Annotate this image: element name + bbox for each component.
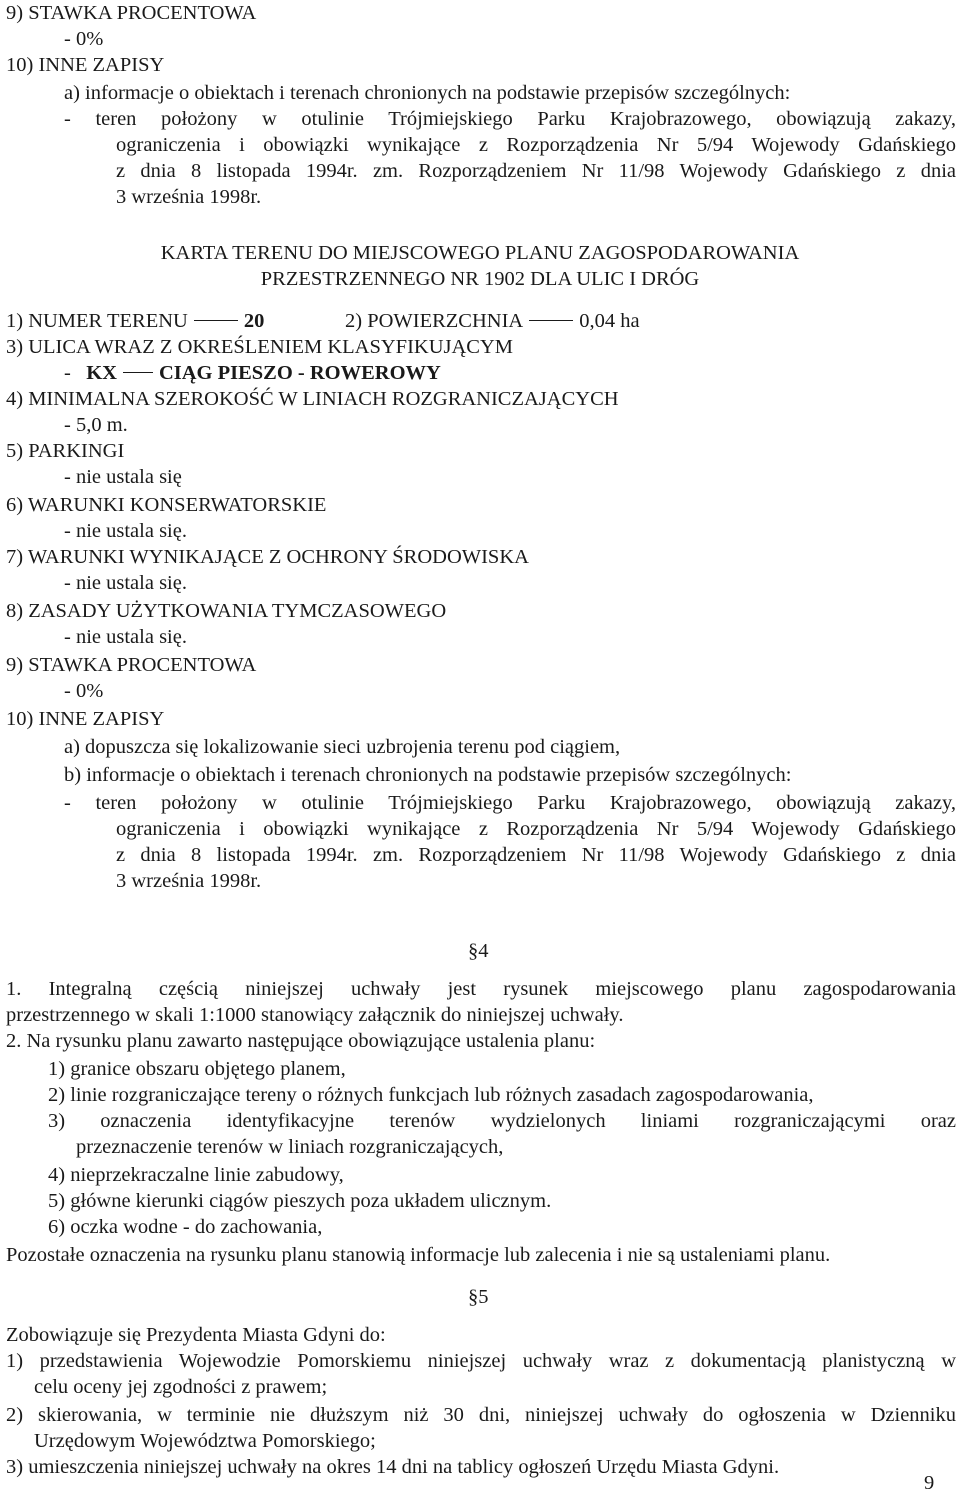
section-3-code: KX [86, 362, 117, 384]
section-4: 4) MINIMALNA SZEROKOŚĆ W LINIACH ROZGRANICZAJĄCYCH [6, 388, 619, 410]
list-item: 2) linie rozgraniczające tereny o różnych funkcjach lub różnych zasadach zagospodarowania, [48, 1084, 814, 1106]
section-1-label: 1) NUMER TERENU [6, 310, 188, 332]
paragraph-5-heading: §5 [468, 1286, 489, 1308]
section-3-value [64, 360, 441, 386]
section-3-name: CIĄG PIESZO - ROWEROWY [158, 362, 441, 384]
section-10-line-1: - teren położony w otulinie Trójmiejskiego Parku Krajobrazowego, obowiązują zakazy, [64, 792, 956, 814]
section-6: 6) WARUNKI KONSERWATORSKIE [6, 494, 327, 516]
section-7: 7) WARUNKI WYNIKAJĄCE Z OCHRONY ŚRODOWISKA [6, 546, 529, 568]
top-section-9-value: - 0% [64, 28, 104, 50]
section-7-value: - nie ustala się. [64, 572, 187, 594]
section-3-dash: - [64, 362, 71, 384]
list-item: 4) nieprzekraczalne linie zabudowy, [48, 1164, 344, 1186]
section-5-value: - nie ustala się [64, 466, 182, 488]
top-item-a: a) informacje o obiektach i terenach chronionych na podstawie przepisów szczególnych: [64, 82, 791, 104]
list-item: 6) oczka wodne - do zachowania, [48, 1216, 323, 1238]
section-1-numer-terenu [6, 308, 264, 334]
top-line-3: z dnia 8 listopada 1994r. zm. Rozporządzeniem Nr 11/98 Wojewody Gdańskiego z dnia [116, 160, 956, 182]
section-1-value: 20 [243, 310, 265, 332]
dash-separator [194, 320, 238, 321]
section-8: 8) ZASADY UŻYTKOWANIA TYMCZASOWEGO [6, 600, 447, 622]
paragraph-5-item-3: 3) umieszczenia niniejszej uchwały na okres 14 dni na tablicy ogłoszeń Urzędu Miasta Gdyni. [6, 1456, 780, 1478]
list-item: 3) oznaczenia identyfikacyjne terenów wydzielonych liniami rozgraniczającymi oraz [48, 1110, 956, 1132]
section-2-value: 0,04 ha [579, 310, 640, 332]
section-2-label: 2) POWIERZCHNIA [345, 310, 524, 332]
section-10: 10) INNE ZAPISY [6, 708, 165, 730]
top-section-10: 10) INNE ZAPISY [6, 54, 165, 76]
paragraph-5-item-1: 1) przedstawienia Wojewodzie Pomorskiemu niniejszej uchwały wraz z dokumentacją planistyczną w [6, 1350, 956, 1372]
paragraph-5-item-2: 2) skierowania, w terminie nie dłuższym niż 30 dni, niniejszej uchwały do ogłoszenia w Dzienniku [6, 1404, 956, 1426]
top-section-9: 9) STAWKA PROCENTOWA [6, 2, 257, 24]
paragraph-4-item-1: 1. Integralną częścią niniejszej uchwały jest rysunek miejscowego planu zagospodarowania [6, 978, 956, 1000]
list-item: 5) główne kierunki ciągów pieszych poza układem ulicznym. [48, 1190, 552, 1212]
section-3: 3) ULICA WRAZ Z OKREŚLENIEM KLASYFIKUJĄCYM [6, 336, 513, 358]
paragraph-4-closing: Pozostałe oznaczenia na rysunku planu stanowią informacje lub zalecenia i nie są ustaleniami planu. [6, 1244, 831, 1266]
section-4-value: - 5,0 m. [64, 414, 128, 436]
page-number: 9 [924, 1472, 935, 1494]
list-item-cont: przeznaczenie terenów w liniach rozgraniczających, [76, 1136, 504, 1158]
section-9: 9) STAWKA PROCENTOWA [6, 654, 257, 676]
section-2-powierzchnia [345, 308, 640, 334]
paragraph-5-item-1-cont: celu oceny jej zgodności z prawem; [34, 1376, 328, 1398]
dash-separator [529, 320, 573, 321]
paragraph-4-heading: §4 [468, 940, 489, 962]
dash-separator [123, 372, 153, 373]
top-line-1: - teren położony w otulinie Trójmiejskiego Parku Krajobrazowego, obowiązują zakazy, [64, 108, 956, 130]
card-title-line-1: KARTA TERENU DO MIEJSCOWEGO PLANU ZAGOSPODAROWANIA [160, 242, 800, 264]
section-9-value: - 0% [64, 680, 104, 702]
section-10-item-a: a) dopuszcza się lokalizowanie sieci uzbrojenia terenu pod ciągiem, [64, 736, 621, 758]
list-item: 1) granice obszaru objętego planem, [48, 1058, 346, 1080]
section-6-value: - nie ustala się. [64, 520, 187, 542]
paragraph-5-item-2-cont: Urzędowym Województwa Pomorskiego; [34, 1430, 376, 1452]
section-10-line-2: ograniczenia i obowiązki wynikające z Rozporządzenia Nr 5/94 Wojewody Gdańskiego [116, 818, 956, 840]
section-10-line-3: z dnia 8 listopada 1994r. zm. Rozporządzeniem Nr 11/98 Wojewody Gdańskiego z dnia [116, 844, 956, 866]
top-line-2: ograniczenia i obowiązki wynikające z Rozporządzenia Nr 5/94 Wojewody Gdańskiego [116, 134, 956, 156]
card-title-line-2: PRZESTRZENNEGO NR 1902 DLA ULIC I DRÓG [260, 268, 700, 290]
section-5: 5) PARKINGI [6, 440, 125, 462]
top-line-4: 3 września 1998r. [116, 186, 262, 208]
paragraph-5-intro: Zobowiązuje się Prezydenta Miasta Gdyni do: [6, 1324, 386, 1346]
section-8-value: - nie ustala się. [64, 626, 187, 648]
section-10-line-4: 3 września 1998r. [116, 870, 262, 892]
paragraph-4-item-1-cont: przestrzennego w skali 1:1000 stanowiący załącznik do niniejszej uchwały. [6, 1004, 624, 1026]
section-10-item-b: b) informacje o obiektach i terenach chronionych na podstawie przepisów szczególnych: [64, 764, 792, 786]
paragraph-4-item-2: 2. Na rysunku planu zawarto następujące obowiązujące ustalenia planu: [6, 1030, 596, 1052]
